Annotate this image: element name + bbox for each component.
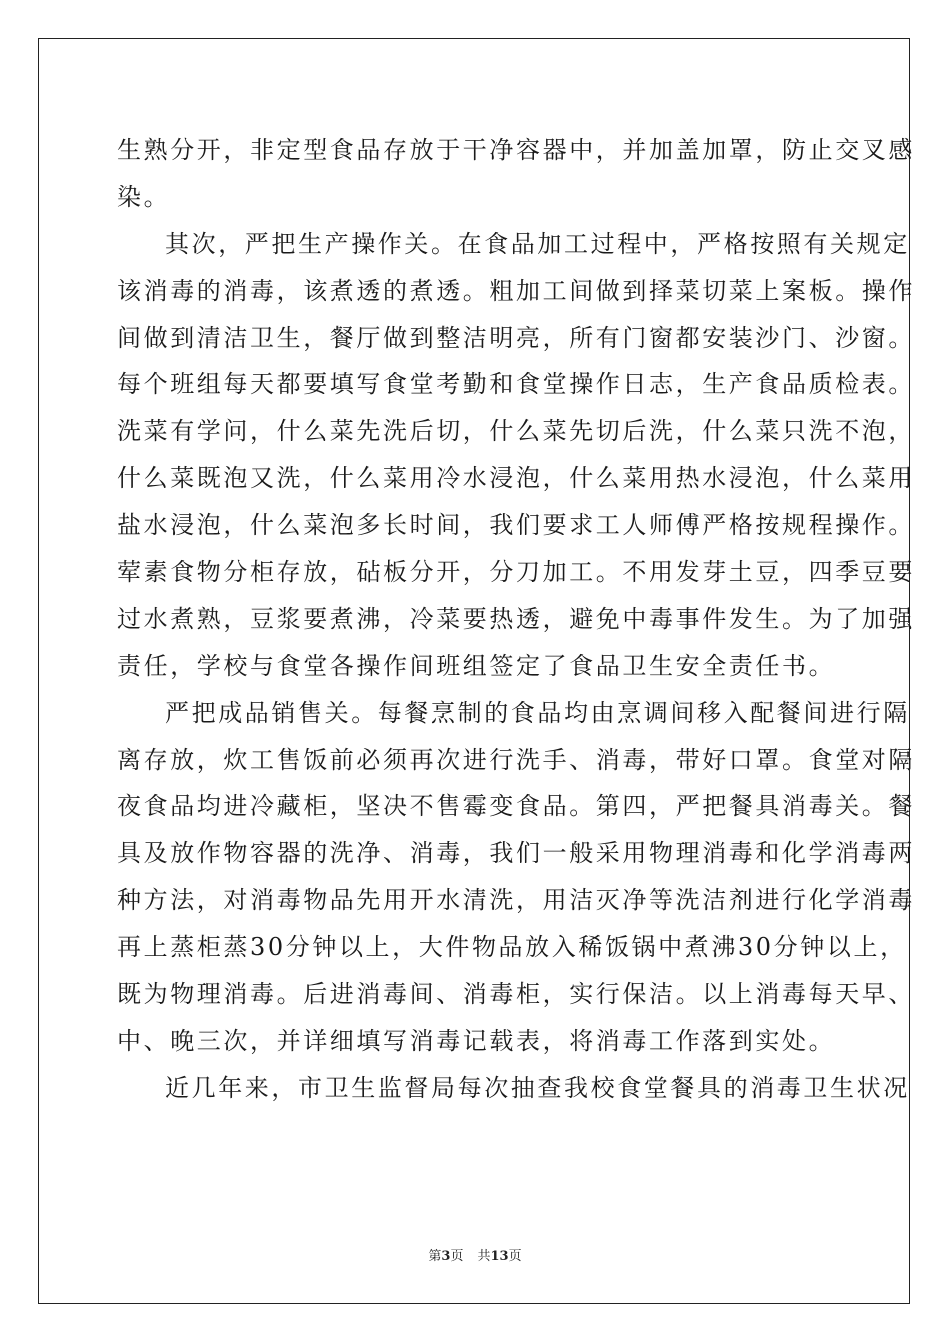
page-prefix: 第 bbox=[428, 1249, 442, 1264]
text-line: 种方法，对消毒物品先用开水清洗，用洁灭净等洗洁剂进行化学消毒 bbox=[117, 886, 915, 915]
text-line: 该消毒的消毒，该煮透的煮透。粗加工间做到择菜切菜上案板。操作 bbox=[117, 276, 915, 305]
text-line: 什么菜既泡又洗，什么菜用冷水浸泡，什么菜用热水浸泡，什么菜用 bbox=[117, 464, 915, 493]
text-line: 夜食品均进冷藏柜，坚决不售霉变食品。第四，严把餐具消毒关。餐 bbox=[117, 792, 915, 821]
text-line: 严把成品销售关。每餐烹制的食品均由烹调间移入配餐间进行隔 bbox=[165, 698, 910, 727]
page-footer bbox=[0, 1248, 950, 1266]
text-line: 离存放，炊工售饭前必须再次进行洗手、消毒，带好口罩。食堂对隔 bbox=[117, 745, 915, 774]
text-line: 近几年来，市卫生监督局每次抽查我校食堂餐具的消毒卫生状况 bbox=[165, 1073, 910, 1102]
total-pages: 13 bbox=[490, 1249, 509, 1264]
text-line: 盐水浸泡，什么菜泡多长时间，我们要求工人师傅严格按规程操作。 bbox=[117, 511, 915, 540]
text-line: 生熟分开，非定型食品存放于干净容器中，并加盖加罩，防止交叉感 bbox=[117, 136, 915, 164]
page-number: 3 bbox=[441, 1249, 451, 1264]
text-line: 荤素食物分柜存放，砧板分开，分刀加工。不用发芽土豆，四季豆要 bbox=[117, 558, 915, 587]
page-suffix: 页 bbox=[450, 1249, 464, 1264]
total-prefix: 共 bbox=[477, 1249, 491, 1264]
total-suffix: 页 bbox=[508, 1249, 522, 1264]
text-line: 间做到清洁卫生，餐厅做到整洁明亮，所有门窗都安装沙门、沙窗。 bbox=[117, 323, 915, 352]
text-line: 其次，严把生产操作关。在食品加工过程中，严格按照有关规定 bbox=[165, 229, 910, 258]
text-line: 具及放作物容器的洗净、消毒，我们一般采用物理消毒和化学消毒两 bbox=[117, 839, 915, 868]
text-line: 既为物理消毒。后进消毒间、消毒柜，实行保洁。以上消毒每天早、 bbox=[117, 980, 915, 1009]
text-line: 中、晚三次，并详细填写消毒记载表，将消毒工作落到实处。 bbox=[117, 1026, 836, 1055]
text-line: 过水煮熟，豆浆要煮沸，冷菜要热透，避免中毒事件发生。为了加强 bbox=[117, 604, 915, 633]
text-line: 再上蒸柜蒸30分钟以上，大件物品放入稀饭锅中煮沸30分钟以上， bbox=[117, 933, 907, 962]
text-line: 责任，学校与食堂各操作间班组签定了食品卫生安全责任书。 bbox=[117, 651, 836, 680]
text-line: 每个班组每天都要填写食堂考勤和食堂操作日志，生产食品质检表。 bbox=[117, 370, 915, 399]
text-line: 洗菜有学问，什么菜先洗后切，什么菜先切后洗，什么菜只洗不泡， bbox=[117, 417, 915, 446]
document-body bbox=[117, 127, 915, 1112]
text-line: 染。 bbox=[117, 182, 171, 211]
